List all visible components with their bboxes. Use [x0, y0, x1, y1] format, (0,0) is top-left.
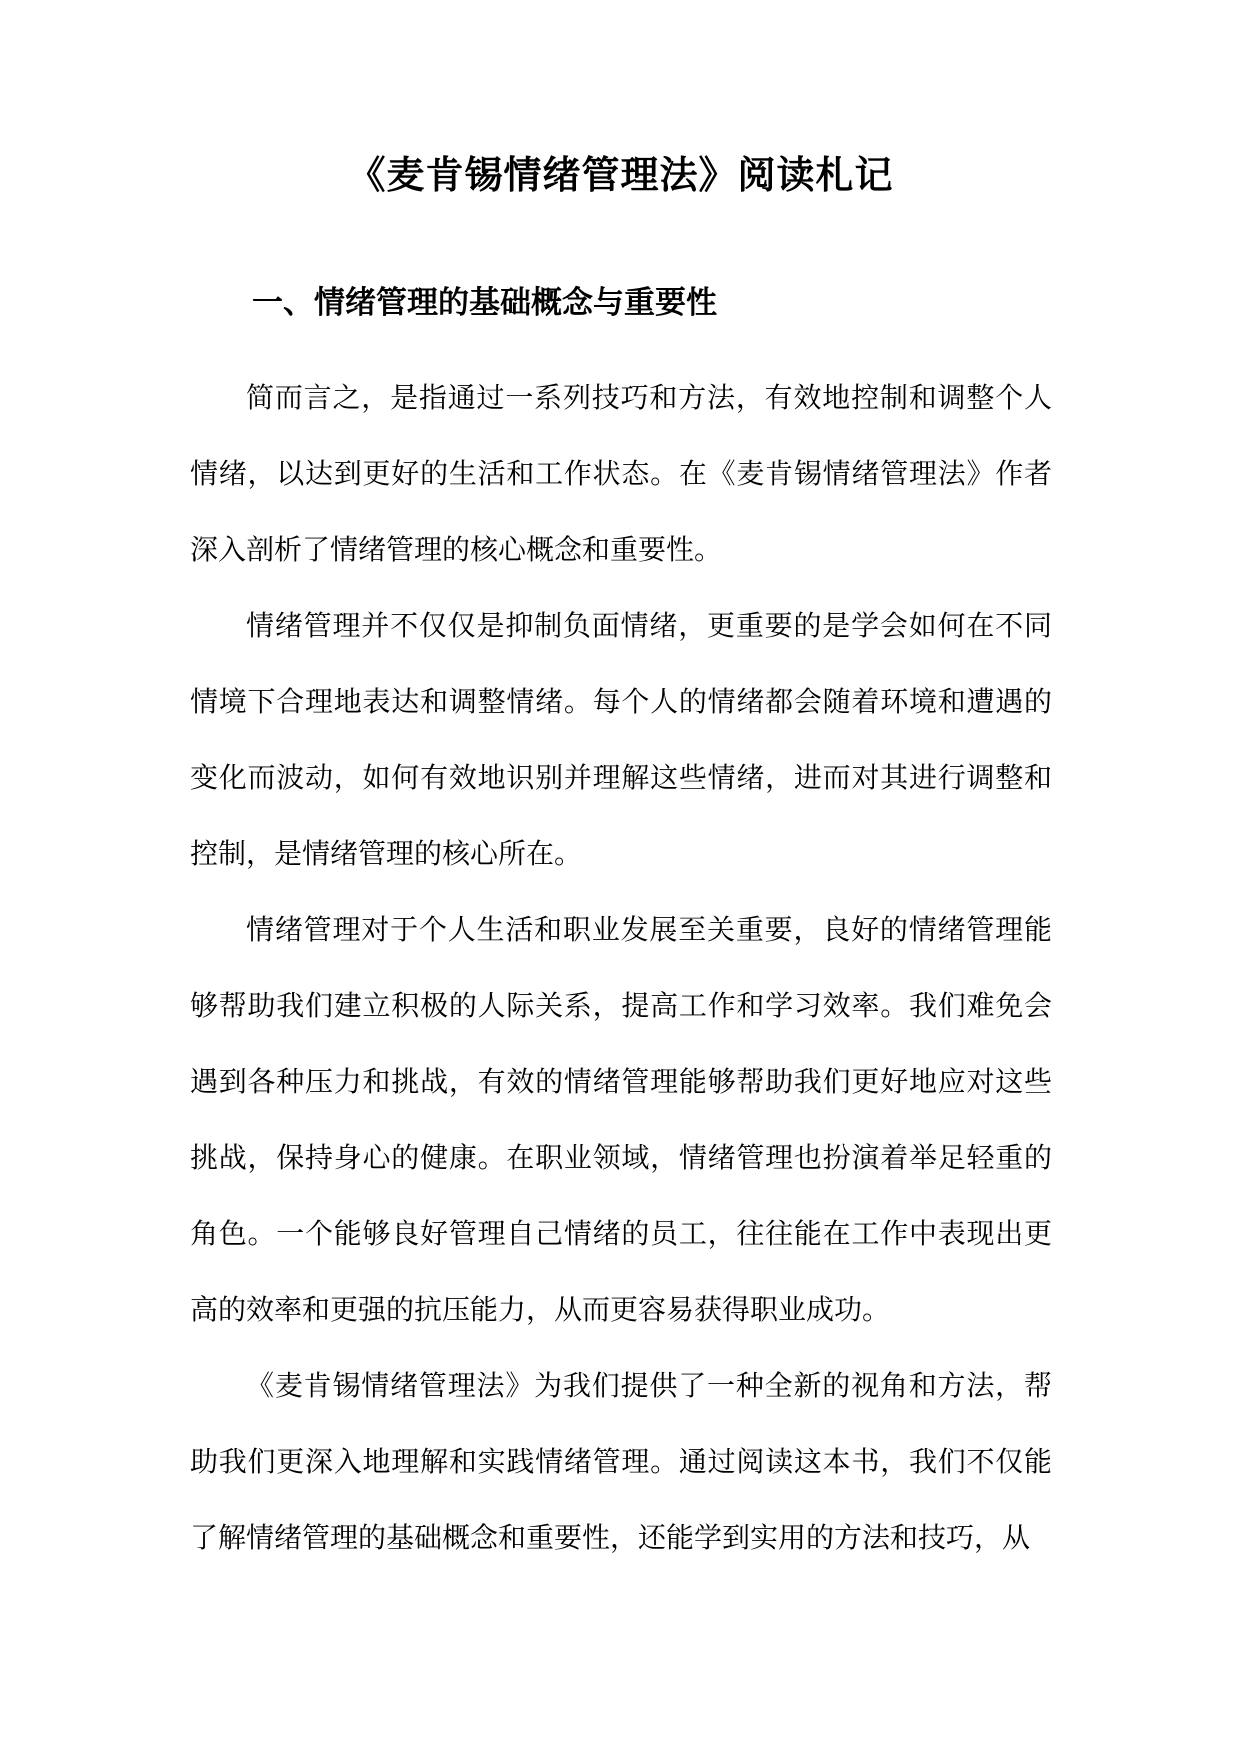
- paragraph: 情绪管理并不仅仅是抑制负面情绪，更重要的是学会如何在不同情境下合理地表达和调整情绪。每个人的情绪都会随着环境和遭遇的变化而波动，如何有效地识别并理解这些情绪，进而对其进行调整和控制，是情绪管理的核心所在。: [190, 609, 1052, 870]
- section-heading: 一、情绪管理的基础概念与重要性: [252, 285, 717, 321]
- document-body: [190, 360, 1052, 1576]
- paragraph: 《麦肯锡情绪管理法》为我们提供了一种全新的视角和方法，帮助我们更深入地理解和实践情绪管理。通过阅读这本书，我们不仅能了解情绪管理的基础概念和重要性，还能学到实用的方法和技巧，从: [190, 1369, 1052, 1554]
- paragraph: 情绪管理对于个人生活和职业发展至关重要，良好的情绪管理能够帮助我们建立积极的人际关系，提高工作和学习效率。我们难免会遇到各种压力和挑战，有效的情绪管理能够帮助我们更好地应对这些挑战，保持身心的健康。在职业领域，情绪管理也扮演着举足轻重的角色。一个能够良好管理自己情绪的员工，往往能在工作中表现出更高的效率和更强的抗压能力，从而更容易获得职业成功。: [190, 913, 1052, 1326]
- document-title: 《麦肯锡情绪管理法》阅读札记: [347, 152, 894, 197]
- paragraph: 简而言之，是指通过一系列技巧和方法，有效地控制和调整个人情绪，以达到更好的生活和工作状态。在《麦肯锡情绪管理法》作者深入剖析了情绪管理的核心概念和重要性。: [190, 381, 1052, 566]
